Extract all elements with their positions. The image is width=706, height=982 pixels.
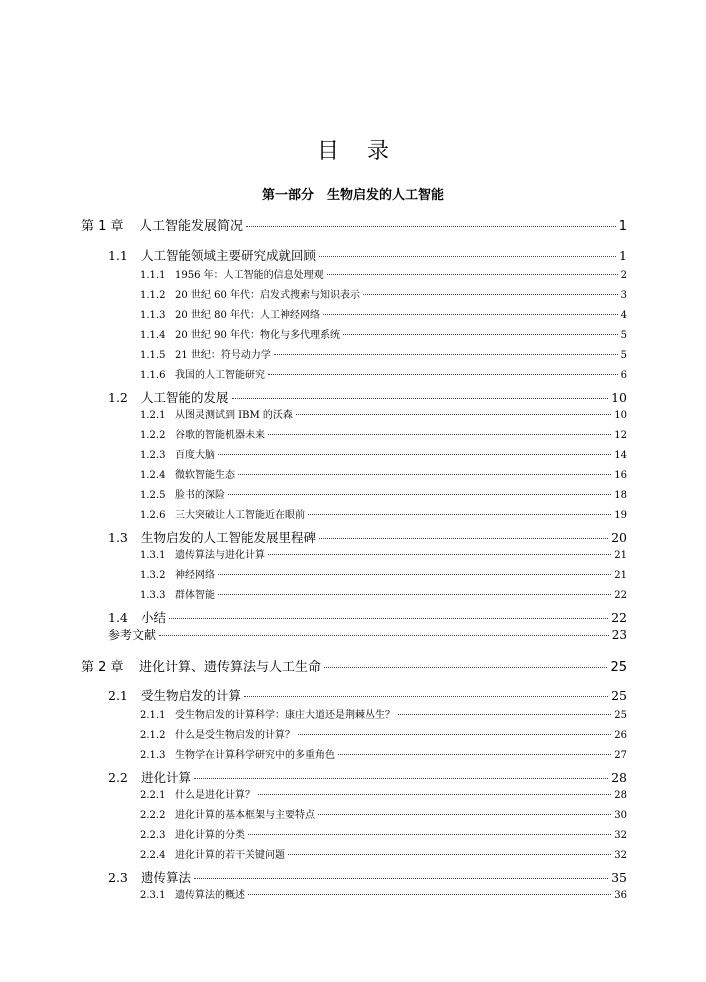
toc-entry-number: 2.1 — [108, 688, 128, 703]
toc-entry-page-number: 32 — [614, 830, 627, 841]
dot-leader — [248, 894, 611, 895]
toc-entry-page-number: 16 — [614, 470, 627, 481]
toc-entry-title: 生物学在计算科学研究中的多重角色 — [175, 750, 335, 761]
dot-leader — [248, 834, 611, 835]
toc-entry-number: 1.2.4 — [140, 470, 166, 481]
toc-entry-number: 1.1.3 — [140, 310, 166, 321]
toc-entry-page-number: 10 — [611, 390, 627, 405]
toc-entry-sub[interactable] — [140, 826, 627, 841]
toc-entry-page-number: 10 — [614, 410, 627, 421]
toc-entry-page-number: 25 — [610, 660, 627, 675]
toc-entry-title: 三大突破让人工智能近在眼前 — [175, 510, 305, 521]
dot-leader — [218, 454, 611, 455]
toc-entry-number: 2.3.1 — [140, 890, 166, 901]
toc-entry-page-number: 20 — [611, 530, 627, 545]
toc-entry-number: 1.3.3 — [140, 590, 166, 601]
toc-entry-title: 人工智能的发展 — [141, 390, 229, 405]
toc-entry-ref[interactable] — [108, 626, 627, 643]
part-title: 第一部分 生物启发的人工智能 — [261, 188, 444, 203]
toc-entry-title: 进化计算的基本框架与主要特点 — [175, 810, 315, 821]
toc-entry-title: 遗传算法 — [141, 870, 192, 885]
toc-entry-title: 遗传算法的概述 — [175, 890, 245, 901]
dot-leader — [258, 794, 611, 795]
toc-entry-title: 人工智能发展简况 — [139, 219, 244, 234]
toc-entry-number: 1.2.6 — [140, 510, 166, 521]
toc-entry-title: 人工智能领域主要研究成就回顾 — [141, 248, 317, 263]
dot-leader — [308, 514, 611, 515]
toc-entry-sub[interactable] — [140, 726, 627, 741]
toc-entry-sub[interactable] — [140, 546, 627, 561]
toc-entry-number: 1.1.5 — [140, 350, 166, 361]
toc-entry-title: 百度大脑 — [175, 450, 215, 461]
dot-leader — [324, 667, 607, 668]
dot-leader — [363, 294, 618, 295]
toc-entry-number: 1.2.5 — [140, 490, 166, 501]
toc-entry-sub[interactable] — [140, 486, 627, 501]
toc-entry-page-number: 32 — [614, 850, 627, 861]
toc-entry-title: 小结 — [141, 610, 167, 625]
dot-leader — [218, 574, 611, 575]
dot-leader — [238, 474, 611, 475]
toc-entry-sub[interactable] — [140, 346, 627, 361]
toc-entry-title: 什么是受生物启发的计算？ — [175, 730, 295, 741]
dot-leader — [268, 434, 611, 435]
toc-entry-number: 第 2 章 — [81, 660, 124, 675]
toc-entry-sub[interactable] — [140, 366, 627, 381]
toc-entry-sub[interactable] — [140, 306, 627, 321]
toc-entry-number: 2.1.2 — [140, 730, 166, 741]
dot-leader — [323, 314, 618, 315]
dot-leader — [319, 538, 608, 539]
toc-entry-chapter[interactable] — [81, 656, 627, 675]
toc-entry-page-number: 5 — [620, 330, 627, 341]
dot-leader — [327, 274, 618, 275]
toc-entry-section[interactable] — [108, 528, 627, 546]
toc-entry-page-number: 2 — [620, 270, 627, 281]
toc-entry-title: 1956 年：人工智能的信息处理观 — [175, 270, 324, 281]
toc-entry-number: 1.4 — [108, 610, 128, 625]
toc-entry-sub[interactable] — [140, 566, 627, 581]
toc-entry-section[interactable] — [108, 246, 627, 264]
toc-entry-sub[interactable] — [140, 786, 627, 801]
toc-entry-page-number: 23 — [611, 628, 627, 642]
toc-entry-section[interactable] — [108, 686, 627, 704]
toc-entry-number: 2.2.2 — [140, 810, 166, 821]
toc-entry-sub[interactable] — [140, 886, 627, 901]
toc-entry-number: 2.1.3 — [140, 750, 166, 761]
toc-entry-number: 2.2.4 — [140, 850, 166, 861]
toc-entry-sub[interactable] — [140, 286, 627, 301]
dot-leader — [159, 635, 609, 636]
toc-entry-page-number: 30 — [614, 810, 627, 821]
toc-entry-title: 参考文献 — [108, 628, 157, 642]
toc-entry-number: 1.1.1 — [140, 270, 166, 281]
page-title: 目录 — [316, 139, 417, 164]
toc-entry-page-number: 3 — [620, 290, 627, 301]
toc-entry-page-number: 1 — [619, 248, 627, 263]
toc-entry-title: 什么是进化计算？ — [175, 790, 255, 801]
dot-leader — [338, 754, 611, 755]
toc-entry-sub[interactable] — [140, 446, 627, 461]
dot-leader — [194, 778, 608, 779]
toc-entry-page-number: 28 — [611, 770, 627, 785]
toc-entry-page-number: 21 — [614, 550, 627, 561]
toc-entry-number: 1.2.2 — [140, 430, 166, 441]
toc-entry-number: 第 1 章 — [81, 219, 124, 234]
dot-leader — [194, 878, 608, 879]
dot-leader — [228, 494, 611, 495]
toc-entry-number: 1.3.2 — [140, 570, 166, 581]
toc-entry-section[interactable] — [108, 608, 627, 626]
toc-entry-title: 进化计算的分类 — [175, 830, 245, 841]
toc-entry-title: 20 世纪 80 年代：人工神经网络 — [175, 310, 320, 321]
toc-entry-title: 进化计算、遗传算法与人工生命 — [139, 660, 322, 675]
dot-leader — [318, 814, 611, 815]
toc-entry-title: 生物启发的人工智能发展里程碑 — [141, 530, 317, 545]
toc-entry-sub[interactable] — [140, 806, 627, 821]
toc-entry-page-number: 27 — [614, 750, 627, 761]
toc-entry-sub[interactable] — [140, 506, 627, 521]
toc-entry-title: 谷歌的智能机器未来 — [175, 430, 265, 441]
toc-entry-section[interactable] — [108, 388, 627, 406]
dot-leader — [218, 594, 611, 595]
toc-entry-title: 群体智能 — [175, 590, 215, 601]
toc-entry-page-number: 22 — [611, 610, 627, 625]
toc-entry-title: 受生物启发的计算 — [141, 688, 242, 703]
toc-entry-title: 微软智能生态 — [175, 470, 235, 481]
toc-entry-title: 遗传算法与进化计算 — [175, 550, 265, 561]
toc-entry-title: 进化计算的若干关键问题 — [175, 850, 285, 861]
toc-entry-sub[interactable] — [140, 586, 627, 601]
toc-entry-title: 受生物启发的计算科学：康庄大道还是荆棘丛生？ — [175, 710, 395, 721]
toc-entry-number: 2.2.1 — [140, 790, 166, 801]
toc-entry-page-number: 4 — [620, 310, 627, 321]
toc-entry-page-number: 18 — [614, 490, 627, 501]
dot-leader — [268, 374, 618, 375]
toc-entry-title: 进化计算 — [141, 770, 192, 785]
dot-leader — [319, 256, 616, 257]
dot-leader — [274, 354, 618, 355]
toc-entry-title: 神经网络 — [175, 570, 215, 581]
toc-entry-number: 1.3.1 — [140, 550, 166, 561]
toc-entry-sub[interactable] — [140, 406, 627, 421]
toc-entry-page-number: 28 — [614, 790, 627, 801]
toc-entry-page-number: 35 — [611, 870, 627, 885]
toc-entry-number: 2.3 — [108, 870, 128, 885]
toc-entry-number: 2.1.1 — [140, 710, 166, 721]
dot-leader — [298, 734, 611, 735]
dot-leader — [244, 696, 608, 697]
toc-entry-title: 21 世纪：符号动力学 — [175, 350, 271, 361]
toc-entry-number: 1.1 — [108, 248, 128, 263]
toc-entry-number: 1.2.3 — [140, 450, 166, 461]
dot-leader — [232, 398, 609, 399]
toc-entry-page-number: 25 — [611, 688, 627, 703]
toc-entry-section[interactable] — [108, 768, 627, 786]
toc-entry-number: 1.2 — [108, 390, 128, 405]
toc-entry-title: 从图灵测试到 IBM 的沃森 — [175, 410, 293, 421]
toc-entry-title: 脸书的深险 — [175, 490, 225, 501]
toc-entry-sub[interactable] — [140, 466, 627, 481]
toc-entry-page-number: 12 — [614, 430, 627, 441]
toc-entry-page-number: 25 — [614, 710, 627, 721]
toc-entry-page-number: 5 — [620, 350, 627, 361]
toc-entry-sub[interactable] — [140, 266, 627, 281]
toc-entry-number: 1.1.4 — [140, 330, 166, 341]
toc-entry-number: 2.2.3 — [140, 830, 166, 841]
toc-entry-sub[interactable] — [140, 326, 627, 341]
toc-entry-title: 20 世纪 60 年代：启发式搜索与知识表示 — [175, 290, 360, 301]
toc-entry-page-number: 14 — [614, 450, 627, 461]
toc-entry-sub[interactable] — [140, 846, 627, 861]
toc-entry-number: 2.2 — [108, 770, 128, 785]
dot-leader — [288, 854, 611, 855]
toc-entry-number: 1.3 — [108, 530, 128, 545]
dot-leader — [296, 414, 611, 415]
dot-leader — [398, 714, 611, 715]
toc-entry-title: 20 世纪 90 年代：物化与多代理系统 — [175, 330, 340, 341]
toc-entry-page-number: 6 — [620, 370, 627, 381]
dot-leader — [169, 618, 608, 619]
dot-leader — [343, 334, 618, 335]
toc-entry-page-number: 21 — [614, 570, 627, 581]
toc-entry-number: 1.1.6 — [140, 370, 166, 381]
toc-entry-sub[interactable] — [140, 706, 627, 721]
dot-leader — [268, 554, 611, 555]
toc-entry-page-number: 36 — [614, 890, 627, 901]
toc-entry-sub[interactable] — [140, 426, 627, 441]
toc-entry-page-number: 26 — [614, 730, 627, 741]
toc-entry-section[interactable] — [108, 868, 627, 886]
toc-entry-number: 1.2.1 — [140, 410, 166, 421]
dot-leader — [246, 226, 616, 227]
toc-entry-chapter[interactable] — [81, 215, 627, 234]
toc-entry-page-number: 22 — [614, 590, 627, 601]
toc-entry-sub[interactable] — [140, 746, 627, 761]
toc-entry-number: 1.1.2 — [140, 290, 166, 301]
toc-entry-page-number: 19 — [614, 510, 627, 521]
toc-entry-title: 我国的人工智能研究 — [175, 370, 265, 381]
toc-entry-page-number: 1 — [618, 219, 627, 234]
